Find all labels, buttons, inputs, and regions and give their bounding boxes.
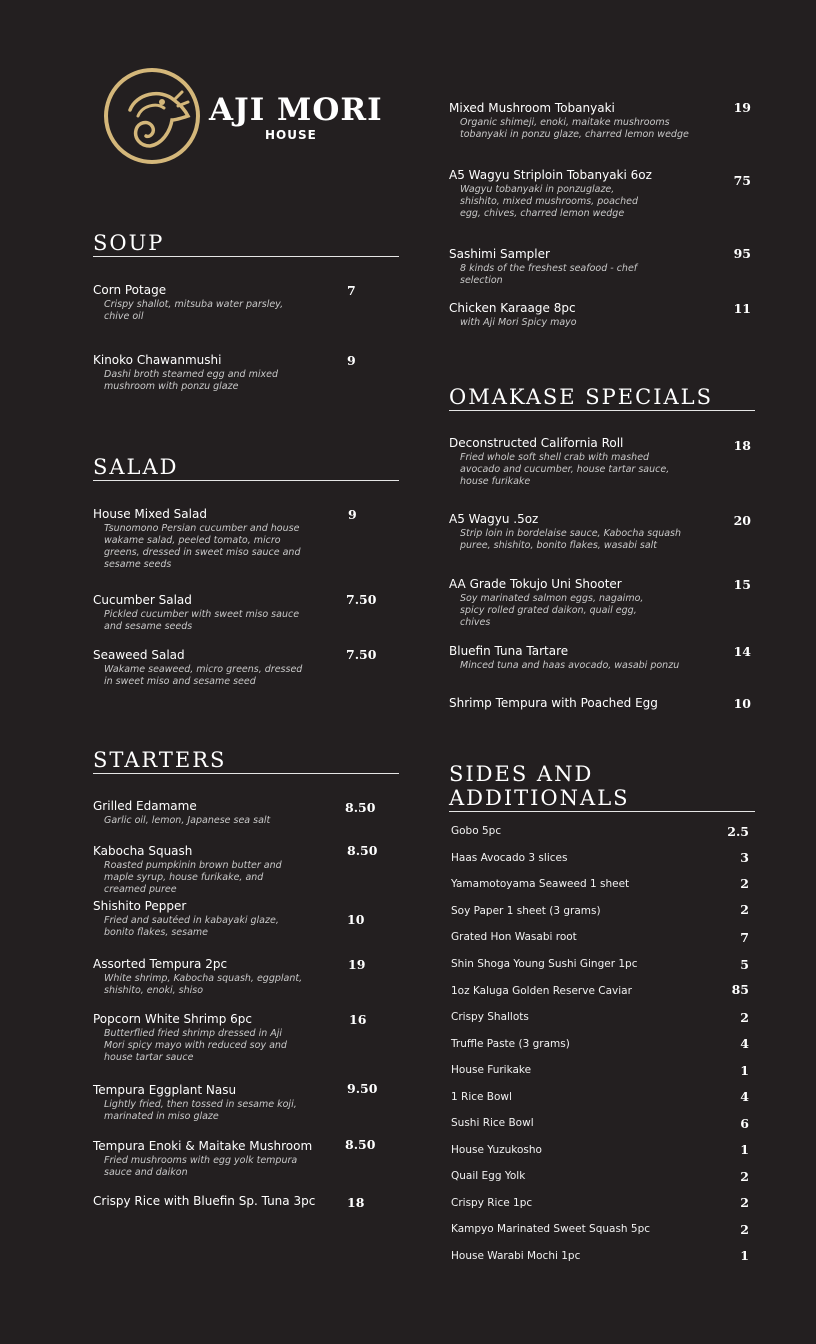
side-item-price: 1 — [740, 1142, 749, 1157]
item-price: 15 — [733, 577, 751, 592]
menu-item — [93, 1083, 303, 1123]
menu-item — [93, 1194, 333, 1209]
menu-item — [449, 577, 649, 629]
menu-item — [449, 168, 652, 220]
item-description: Dashi broth steamed egg and mixed mushroom with ponzu glaze — [104, 369, 278, 392]
side-item-name: Quail Egg Yolk — [451, 1170, 526, 1182]
item-name: House Mixed Salad — [93, 507, 207, 521]
side-item-price: 4 — [740, 1036, 749, 1051]
item-description: 8 kinds of the freshest seafood - chef selection — [460, 263, 638, 286]
item-name: Tempura Eggplant Nasu — [93, 1083, 237, 1097]
side-item-price: 4 — [740, 1089, 749, 1104]
side-item-price: 2 — [740, 902, 749, 917]
item-name: AA Grade Tokujo Uni Shooter — [449, 577, 622, 591]
menu-item — [93, 1012, 293, 1064]
item-description: White shrimp, Kabocha squash, eggplant, shishito, enoki, shiso — [104, 973, 303, 996]
menu-item — [93, 1139, 313, 1179]
item-price: 95 — [733, 246, 751, 261]
item-price: 14 — [733, 644, 751, 659]
side-item-name: Gobo 5pc — [451, 825, 502, 837]
item-price: 10 — [347, 912, 365, 927]
item-name: Kabocha Squash — [93, 844, 193, 858]
menu-item — [449, 696, 689, 711]
item-name: A5 Wagyu Striploin Tobanyaki 6oz — [449, 168, 652, 182]
brand-name: AJI MORI — [209, 92, 383, 128]
item-price: 20 — [733, 513, 751, 528]
side-item-price: 2 — [740, 1195, 749, 1210]
side-item-price: 1 — [740, 1063, 749, 1078]
item-price: 19 — [733, 100, 751, 115]
item-price: 16 — [349, 1012, 367, 1027]
menu-item — [93, 507, 303, 571]
item-description: Strip loin in bordelaise sauce, Kabocha squash puree, shishito, bonito flakes, wasabi salt — [460, 528, 682, 551]
side-item-name: 1 Rice Bowl — [451, 1091, 512, 1103]
item-description: Garlic oil, lemon, Japanese sea salt — [104, 815, 271, 826]
item-description: Minced tuna and haas avocado, wasabi ponzu — [460, 660, 680, 671]
side-item-name: Yamamotoyama Seaweed 1 sheet — [451, 878, 630, 890]
side-item-name: Kampyo Marinated Sweet Squash 5pc — [451, 1223, 651, 1235]
side-item-name: Sushi Rice Bowl — [451, 1117, 534, 1129]
menu-item — [449, 101, 694, 141]
menu-item — [449, 301, 649, 329]
side-item-name: Crispy Shallots — [451, 1011, 529, 1023]
item-price: 11 — [733, 301, 751, 316]
item-description: Fried whole soft shell crab with mashed avocado and cucumber, house tartar sauce, house furikake — [460, 452, 670, 487]
menu-item — [449, 436, 679, 488]
menu-item — [449, 247, 659, 287]
menu-item — [93, 957, 303, 997]
item-price: 7 — [347, 283, 356, 298]
side-item-name: Soy Paper 1 sheet (3 grams) — [451, 905, 601, 917]
item-price: 9 — [348, 507, 357, 522]
menu-item — [93, 844, 293, 896]
omakase-heading: OMAKASE SPECIALS — [449, 385, 755, 411]
sides-heading: SIDES AND ADDITIONALS — [449, 762, 755, 812]
item-price: 8.50 — [347, 843, 378, 858]
item-name: Bluefin Tuna Tartare — [449, 644, 569, 658]
item-description: Crispy shallot, mitsuba water parsley, chive oil — [104, 299, 284, 322]
menu-item — [93, 648, 303, 688]
fish-emblem-icon — [102, 66, 202, 166]
item-description: Wakame seaweed, micro greens, dressed in sweet miso and sesame seed — [104, 664, 303, 687]
soup-heading: SOUP — [93, 231, 399, 257]
item-price: 8.50 — [345, 1137, 376, 1152]
item-price: 19 — [348, 957, 366, 972]
item-price: 7.50 — [346, 592, 377, 607]
item-name: Sashimi Sampler — [449, 247, 550, 261]
item-description: Organic shimeji, enoki, maitake mushrooms tobanyaki in ponzu glaze, charred lemon wedge — [460, 117, 689, 140]
side-item-price: 2 — [740, 1222, 749, 1237]
menu-item — [93, 593, 303, 633]
item-name: Cucumber Salad — [93, 593, 192, 607]
salad-heading: SALAD — [93, 455, 399, 481]
item-description: Fried and sautéed in kabayaki glaze, bonito flakes, sesame — [104, 915, 279, 938]
side-item-name: Shin Shoga Young Sushi Ginger 1pc — [451, 958, 638, 970]
menu-item — [449, 512, 694, 552]
item-price: 9 — [347, 353, 356, 368]
side-item-price: 1 — [740, 1248, 749, 1263]
side-item-name: Haas Avocado 3 slices — [451, 852, 568, 864]
item-description: with Aji Mori Spicy mayo — [460, 317, 577, 328]
side-item-name: House Yuzukosho — [451, 1144, 542, 1156]
menu-item — [93, 799, 293, 827]
item-description: Tsunomono Persian cucumber and house wakame salad, peeled tomato, micro greens, dressed in sweet miso sauce and sesame seeds — [104, 523, 301, 570]
menu-item — [93, 283, 293, 323]
item-name: Tempura Enoki & Maitake Mushroom — [93, 1139, 313, 1153]
side-item-name: 1oz Kaluga Golden Reserve Caviar — [451, 985, 632, 997]
item-name: Kinoko Chawanmushi — [93, 353, 222, 367]
item-name: A5 Wagyu .5oz — [449, 512, 539, 526]
item-price: 7.50 — [346, 647, 377, 662]
item-name: Chicken Karaage 8pc — [449, 301, 576, 315]
item-name: Corn Potage — [93, 283, 167, 297]
item-price: 10 — [733, 696, 751, 711]
item-description: Wagyu tobanyaki in ponzuglaze, shishito, mixed mushrooms, poached egg, chives, charred lemon wedge — [460, 184, 639, 219]
item-name: Deconstructed California Roll — [449, 436, 624, 450]
side-item-price: 2 — [740, 876, 749, 891]
side-item-name: House Warabi Mochi 1pc — [451, 1250, 581, 1262]
item-description: Fried mushrooms with egg yolk tempura sauce and daikon — [104, 1155, 298, 1178]
item-price: 8.50 — [345, 800, 376, 815]
item-name: Shrimp Tempura with Poached Egg — [449, 696, 658, 710]
side-item-name: Grated Hon Wasabi root — [451, 931, 577, 943]
item-name: Crispy Rice with Bluefin Sp. Tuna 3pc — [93, 1194, 316, 1208]
item-description: Soy marinated salmon eggs, nagaimo, spicy rolled grated daikon, quail egg, chives — [460, 593, 644, 628]
side-item-price: 3 — [740, 850, 749, 865]
brand-subtitle: HOUSE — [265, 128, 317, 142]
side-item-price: 6 — [740, 1116, 749, 1131]
item-name: Popcorn White Shrimp 6pc — [93, 1012, 253, 1026]
item-price: 9.50 — [347, 1081, 378, 1096]
item-name: Mixed Mushroom Tobanyaki — [449, 101, 615, 115]
side-item-price: 7 — [740, 930, 749, 945]
side-item-name: Crispy Rice 1pc — [451, 1197, 533, 1209]
side-item-price: 2.5 — [727, 824, 749, 839]
item-description: Pickled cucumber with sweet miso sauce and sesame seeds — [104, 609, 300, 632]
menu-item — [449, 644, 694, 672]
side-item-price: 85 — [731, 982, 749, 997]
brand-logo — [102, 66, 382, 166]
side-item-name: Truffle Paste (3 grams) — [451, 1038, 570, 1050]
starters-heading: STARTERS — [93, 748, 399, 774]
item-price: 18 — [347, 1195, 365, 1210]
item-name: Assorted Tempura 2pc — [93, 957, 228, 971]
item-name: Shishito Pepper — [93, 899, 187, 913]
menu-item — [93, 353, 293, 393]
side-item-price: 2 — [740, 1010, 749, 1025]
side-item-price: 5 — [740, 957, 749, 972]
item-description: Roasted pumpkinin brown butter and maple syrup, house furikake, and creamed puree — [104, 860, 282, 895]
item-price: 75 — [733, 173, 751, 188]
side-item-name: House Furikake — [451, 1064, 532, 1076]
side-item-price: 2 — [740, 1169, 749, 1184]
item-name: Seaweed Salad — [93, 648, 185, 662]
item-name: Grilled Edamame — [93, 799, 197, 813]
item-price: 18 — [733, 438, 751, 453]
menu-item — [93, 899, 293, 939]
item-description: Lightly fried, then tossed in sesame koji, marinated in miso glaze — [104, 1099, 297, 1122]
item-description: Butterflied fried shrimp dressed in Aji Mori spicy mayo with reduced soy and house tartar sauce — [104, 1028, 287, 1063]
